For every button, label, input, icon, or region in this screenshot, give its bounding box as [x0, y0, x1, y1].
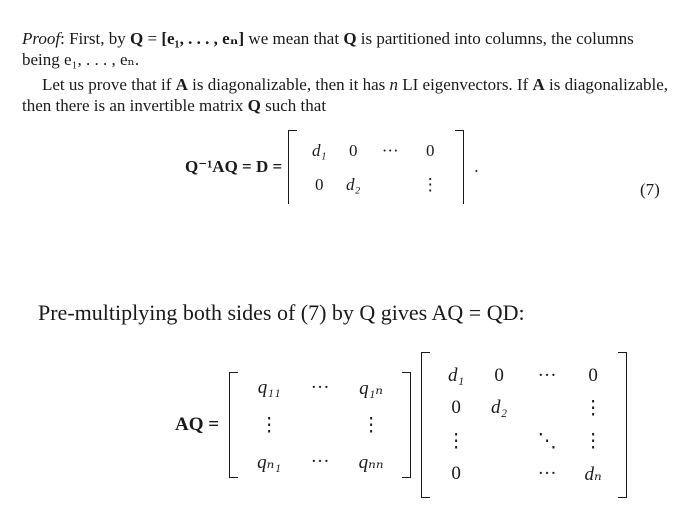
d-cell: 0	[348, 141, 358, 160]
proof-text-2: we mean that	[244, 29, 344, 48]
d-cell: dₙ	[584, 463, 602, 485]
matrix-a-symbol-2: A	[532, 75, 545, 94]
para2-text-a: Let us prove that if	[42, 75, 176, 94]
left-bracket	[288, 130, 297, 204]
d-cell: d₂	[345, 175, 361, 194]
matrix-q-symbol-4: Q	[247, 96, 261, 115]
left-bracket	[229, 372, 238, 478]
eq7-lhs: Q⁻¹AQ = D =	[185, 157, 283, 176]
column-list: [e₁, . . . , eₙ]	[161, 29, 245, 48]
d-cell: ⋮	[421, 175, 439, 194]
matrix-q-symbol: Q	[130, 29, 144, 48]
matrix-a-symbol: A	[175, 75, 188, 94]
d-cell: 0	[314, 175, 324, 194]
q-cell: ···	[310, 451, 330, 472]
d-cell: 0	[451, 397, 461, 418]
d-cell: d₁	[448, 364, 465, 386]
q-cell: ···	[310, 377, 330, 398]
proof-text-3: is partitioned into columns, the columns being e₁, . . . , eₙ.	[22, 29, 634, 69]
q-cell: ⋮	[259, 414, 279, 436]
d-cell: ···	[537, 463, 557, 484]
d-cell: ⋮	[446, 430, 466, 452]
left-bracket	[421, 352, 430, 498]
d-cell: d₂	[491, 397, 508, 418]
q-cell: qₙₙ	[358, 451, 384, 473]
right-bracket	[618, 352, 627, 498]
d-matrix-grid	[288, 137, 464, 197]
matrix-q-expanded	[229, 372, 411, 478]
aq-lhs: AQ =	[175, 414, 220, 435]
para2-text-e: such that	[260, 96, 327, 115]
matrix-q-symbol-2: Q	[343, 29, 357, 48]
proof-label: Proof	[22, 29, 61, 48]
equation-7	[185, 130, 478, 204]
q-cell: q₁ₙ	[359, 377, 383, 399]
q-cell: qₙ₁	[257, 451, 281, 473]
para2-text-b: is diagonalizable, then it has	[187, 75, 390, 94]
eq7-period: .	[474, 157, 479, 176]
proof-text-1: : First, by	[60, 29, 130, 48]
q-cell: ⋮	[361, 414, 381, 436]
proof-paragraph	[22, 28, 672, 70]
diag-matrix-d	[288, 130, 464, 204]
d-cell: ···	[381, 141, 399, 160]
d-cell: d₁	[311, 141, 327, 160]
diagonalizable-paragraph	[22, 74, 672, 116]
d-cell: ⋮	[583, 397, 603, 419]
d-cell: ⋱	[537, 430, 557, 452]
q-matrix-grid	[229, 375, 411, 476]
premultiply-sentence: Pre-multiplying both sides of (7) by Q gives AQ = QD:	[38, 300, 525, 325]
d-cell: ···	[537, 364, 557, 386]
para2-text-c: LI eigenvectors. If	[397, 75, 533, 94]
right-bracket	[402, 372, 411, 478]
d-cell: 0	[451, 463, 461, 484]
d-expanded-grid	[421, 363, 627, 488]
d-cell: ⋮	[583, 430, 603, 452]
equation-number: (7)	[640, 180, 660, 199]
matrix-d-expanded	[421, 352, 627, 498]
d-cell: 0	[494, 364, 504, 386]
right-bracket	[455, 130, 464, 204]
para2-text-d: is diagonalizable, then there is an invertible matrix	[22, 75, 669, 115]
equals-sign: =	[143, 29, 162, 48]
d-cell: 0	[588, 364, 598, 386]
q-cell: q₁₁	[257, 377, 281, 398]
d-cell: 0	[425, 141, 435, 160]
n-symbol: n	[389, 75, 398, 94]
equation-aq	[175, 352, 627, 498]
